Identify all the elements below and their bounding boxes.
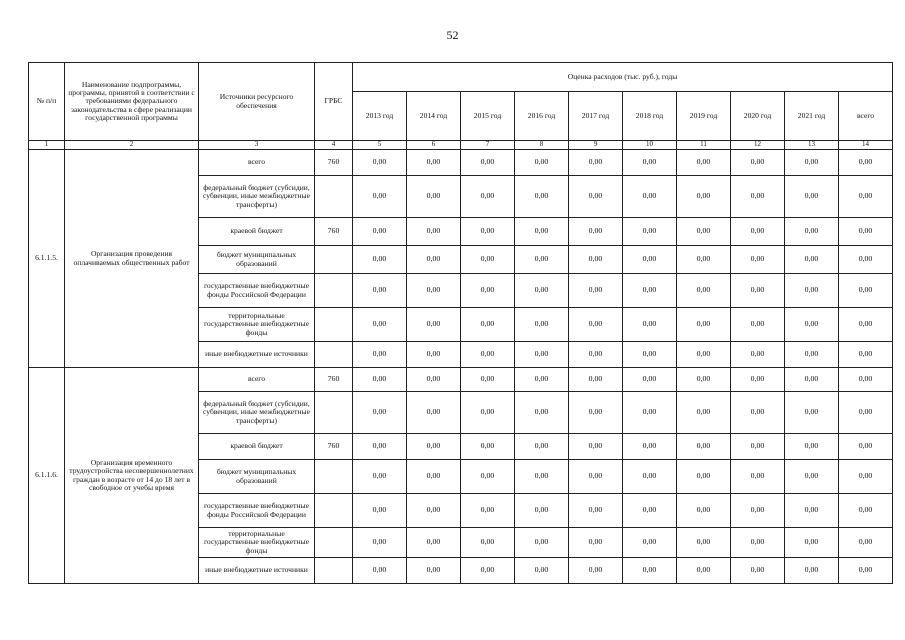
total-value: 0,00 bbox=[839, 392, 893, 434]
year-value: 0,00 bbox=[353, 176, 407, 218]
funding-source: территориальные государственные внебюджетные фонды bbox=[199, 528, 315, 558]
column-index: 5 bbox=[353, 141, 407, 150]
year-value: 0,00 bbox=[623, 176, 677, 218]
year-value: 0,00 bbox=[623, 150, 677, 176]
year-value: 0,00 bbox=[677, 528, 731, 558]
year-value: 0,00 bbox=[623, 460, 677, 494]
year-value: 0,00 bbox=[623, 274, 677, 308]
year-value: 0,00 bbox=[407, 218, 461, 246]
year-value: 0,00 bbox=[407, 274, 461, 308]
total-value: 0,00 bbox=[839, 434, 893, 460]
column-index: 9 bbox=[569, 141, 623, 150]
year-value: 0,00 bbox=[731, 434, 785, 460]
year-value: 0,00 bbox=[785, 460, 839, 494]
header-name: Наименование подпрограммы, программы, принятой в соответствии с требованиями федерального законодательства в сфере реализации государственной программы bbox=[65, 63, 199, 141]
year-value: 0,00 bbox=[569, 308, 623, 342]
year-value: 0,00 bbox=[461, 460, 515, 494]
year-value: 0,00 bbox=[515, 368, 569, 392]
year-value: 0,00 bbox=[623, 558, 677, 584]
funding-source: федеральный бюджет (субсидии, субвенции, иные межбюджетные трансферты) bbox=[199, 176, 315, 218]
year-value: 0,00 bbox=[515, 308, 569, 342]
year-value: 0,00 bbox=[353, 150, 407, 176]
year-value: 0,00 bbox=[731, 368, 785, 392]
year-value: 0,00 bbox=[785, 494, 839, 528]
total-value: 0,00 bbox=[839, 246, 893, 274]
total-value: 0,00 bbox=[839, 308, 893, 342]
year-value: 0,00 bbox=[785, 274, 839, 308]
total-value: 0,00 bbox=[839, 494, 893, 528]
funding-source: государственные внебюджетные фонды Российской Федерации bbox=[199, 494, 315, 528]
year-value: 0,00 bbox=[461, 176, 515, 218]
page-number: 52 bbox=[446, 28, 459, 42]
grbs-code bbox=[315, 392, 353, 434]
year-value: 0,00 bbox=[461, 150, 515, 176]
year-value: 0,00 bbox=[623, 308, 677, 342]
funding-source: всего bbox=[199, 150, 315, 176]
item-name: Организация проведения оплачиваемых общественных работ bbox=[65, 150, 199, 368]
year-value: 0,00 bbox=[677, 460, 731, 494]
funding-source: территориальные государственные внебюджетные фонды bbox=[199, 308, 315, 342]
year-value: 0,00 bbox=[461, 558, 515, 584]
year-value: 0,00 bbox=[461, 392, 515, 434]
year-value: 0,00 bbox=[407, 392, 461, 434]
year-value: 0,00 bbox=[515, 342, 569, 368]
year-value: 0,00 bbox=[677, 494, 731, 528]
year-value: 0,00 bbox=[785, 368, 839, 392]
table-row bbox=[29, 368, 893, 392]
year-value: 0,00 bbox=[461, 342, 515, 368]
header-total: всего bbox=[839, 92, 893, 141]
total-value: 0,00 bbox=[839, 368, 893, 392]
year-value: 0,00 bbox=[677, 368, 731, 392]
year-value: 0,00 bbox=[461, 494, 515, 528]
year-value: 0,00 bbox=[353, 246, 407, 274]
header-year: 2021 год bbox=[785, 92, 839, 141]
grbs-code bbox=[315, 308, 353, 342]
table-row bbox=[29, 150, 893, 176]
year-value: 0,00 bbox=[785, 308, 839, 342]
year-value: 0,00 bbox=[461, 434, 515, 460]
grbs-code bbox=[315, 528, 353, 558]
header-year: 2013 год bbox=[353, 92, 407, 141]
funding-source: федеральный бюджет (субсидии, субвенции, иные межбюджетные трансферты) bbox=[199, 392, 315, 434]
year-value: 0,00 bbox=[569, 460, 623, 494]
total-value: 0,00 bbox=[839, 218, 893, 246]
year-value: 0,00 bbox=[731, 494, 785, 528]
total-value: 0,00 bbox=[839, 528, 893, 558]
column-index: 12 bbox=[731, 141, 785, 150]
year-value: 0,00 bbox=[407, 434, 461, 460]
year-value: 0,00 bbox=[623, 434, 677, 460]
year-value: 0,00 bbox=[407, 558, 461, 584]
grbs-code bbox=[315, 246, 353, 274]
year-value: 0,00 bbox=[461, 368, 515, 392]
year-value: 0,00 bbox=[353, 218, 407, 246]
header-year: 2020 год bbox=[731, 92, 785, 141]
year-value: 0,00 bbox=[569, 246, 623, 274]
year-value: 0,00 bbox=[353, 274, 407, 308]
total-value: 0,00 bbox=[839, 150, 893, 176]
year-value: 0,00 bbox=[569, 434, 623, 460]
year-value: 0,00 bbox=[569, 218, 623, 246]
item-code: 6.1.1.6. bbox=[29, 368, 65, 584]
year-value: 0,00 bbox=[353, 368, 407, 392]
funding-source: иные внебюджетные источники bbox=[199, 342, 315, 368]
year-value: 0,00 bbox=[407, 460, 461, 494]
column-index: 7 bbox=[461, 141, 515, 150]
column-index: 11 bbox=[677, 141, 731, 150]
year-value: 0,00 bbox=[569, 494, 623, 528]
column-index: 8 bbox=[515, 141, 569, 150]
year-value: 0,00 bbox=[569, 150, 623, 176]
year-value: 0,00 bbox=[407, 368, 461, 392]
funding-source: бюджет муниципальных образований bbox=[199, 246, 315, 274]
total-value: 0,00 bbox=[839, 342, 893, 368]
year-value: 0,00 bbox=[407, 494, 461, 528]
grbs-code bbox=[315, 342, 353, 368]
year-value: 0,00 bbox=[353, 558, 407, 584]
year-value: 0,00 bbox=[407, 342, 461, 368]
year-value: 0,00 bbox=[515, 494, 569, 528]
column-index: 3 bbox=[199, 141, 315, 150]
header-num: № п/п bbox=[29, 63, 65, 141]
year-value: 0,00 bbox=[731, 528, 785, 558]
grbs-code: 760 bbox=[315, 218, 353, 246]
grbs-code bbox=[315, 460, 353, 494]
year-value: 0,00 bbox=[785, 342, 839, 368]
header-row-1 bbox=[29, 63, 893, 92]
year-value: 0,00 bbox=[731, 274, 785, 308]
grbs-code bbox=[315, 176, 353, 218]
total-value: 0,00 bbox=[839, 176, 893, 218]
year-value: 0,00 bbox=[677, 558, 731, 584]
year-value: 0,00 bbox=[731, 246, 785, 274]
header-source: Источники ресурсного обеспечения bbox=[199, 63, 315, 141]
header-estimate: Оценка расходов (тыс. руб.), годы bbox=[353, 63, 893, 92]
year-value: 0,00 bbox=[677, 342, 731, 368]
budget-table bbox=[28, 62, 893, 584]
funding-source: всего bbox=[199, 368, 315, 392]
year-value: 0,00 bbox=[461, 528, 515, 558]
year-value: 0,00 bbox=[731, 150, 785, 176]
header-year: 2015 год bbox=[461, 92, 515, 141]
year-value: 0,00 bbox=[569, 392, 623, 434]
funding-source: краевой бюджет bbox=[199, 434, 315, 460]
year-value: 0,00 bbox=[731, 308, 785, 342]
year-value: 0,00 bbox=[677, 176, 731, 218]
grbs-code: 760 bbox=[315, 434, 353, 460]
year-value: 0,00 bbox=[731, 176, 785, 218]
year-value: 0,00 bbox=[515, 274, 569, 308]
header-year: 2016 год bbox=[515, 92, 569, 141]
year-value: 0,00 bbox=[785, 558, 839, 584]
column-index: 1 bbox=[29, 141, 65, 150]
total-value: 0,00 bbox=[839, 274, 893, 308]
year-value: 0,00 bbox=[515, 246, 569, 274]
year-value: 0,00 bbox=[731, 218, 785, 246]
header-year: 2014 год bbox=[407, 92, 461, 141]
year-value: 0,00 bbox=[353, 528, 407, 558]
year-value: 0,00 bbox=[515, 528, 569, 558]
column-index: 6 bbox=[407, 141, 461, 150]
year-value: 0,00 bbox=[515, 434, 569, 460]
year-value: 0,00 bbox=[461, 274, 515, 308]
year-value: 0,00 bbox=[515, 392, 569, 434]
year-value: 0,00 bbox=[677, 434, 731, 460]
year-value: 0,00 bbox=[785, 246, 839, 274]
year-value: 0,00 bbox=[785, 434, 839, 460]
year-value: 0,00 bbox=[461, 218, 515, 246]
grbs-code bbox=[315, 274, 353, 308]
year-value: 0,00 bbox=[677, 218, 731, 246]
year-value: 0,00 bbox=[353, 494, 407, 528]
year-value: 0,00 bbox=[515, 176, 569, 218]
year-value: 0,00 bbox=[677, 308, 731, 342]
year-value: 0,00 bbox=[569, 176, 623, 218]
grbs-code: 760 bbox=[315, 368, 353, 392]
year-value: 0,00 bbox=[407, 308, 461, 342]
year-value: 0,00 bbox=[677, 392, 731, 434]
year-value: 0,00 bbox=[623, 392, 677, 434]
year-value: 0,00 bbox=[461, 308, 515, 342]
funding-source: бюджет муниципальных образований bbox=[199, 460, 315, 494]
year-value: 0,00 bbox=[731, 460, 785, 494]
year-value: 0,00 bbox=[785, 176, 839, 218]
year-value: 0,00 bbox=[677, 150, 731, 176]
year-value: 0,00 bbox=[407, 150, 461, 176]
column-index-row bbox=[29, 141, 893, 150]
year-value: 0,00 bbox=[407, 528, 461, 558]
column-index: 4 bbox=[315, 141, 353, 150]
year-value: 0,00 bbox=[623, 342, 677, 368]
year-value: 0,00 bbox=[785, 528, 839, 558]
year-value: 0,00 bbox=[677, 246, 731, 274]
year-value: 0,00 bbox=[731, 558, 785, 584]
item-name: Организация временного трудоустройства несовершеннолетних граждан в возрасте от 14 до 18 лет в свободное от учебы время bbox=[65, 368, 199, 584]
year-value: 0,00 bbox=[623, 494, 677, 528]
funding-source: иные внебюджетные источники bbox=[199, 558, 315, 584]
year-value: 0,00 bbox=[515, 460, 569, 494]
year-value: 0,00 bbox=[353, 460, 407, 494]
funding-source: государственные внебюджетные фонды Российской Федерации bbox=[199, 274, 315, 308]
total-value: 0,00 bbox=[839, 460, 893, 494]
year-value: 0,00 bbox=[461, 246, 515, 274]
year-value: 0,00 bbox=[407, 246, 461, 274]
year-value: 0,00 bbox=[623, 528, 677, 558]
year-value: 0,00 bbox=[623, 368, 677, 392]
year-value: 0,00 bbox=[353, 342, 407, 368]
year-value: 0,00 bbox=[569, 368, 623, 392]
year-value: 0,00 bbox=[353, 434, 407, 460]
column-index: 10 bbox=[623, 141, 677, 150]
year-value: 0,00 bbox=[569, 558, 623, 584]
year-value: 0,00 bbox=[569, 528, 623, 558]
year-value: 0,00 bbox=[353, 392, 407, 434]
year-value: 0,00 bbox=[353, 308, 407, 342]
year-value: 0,00 bbox=[407, 176, 461, 218]
year-value: 0,00 bbox=[515, 218, 569, 246]
grbs-code bbox=[315, 494, 353, 528]
year-value: 0,00 bbox=[677, 274, 731, 308]
column-index: 13 bbox=[785, 141, 839, 150]
year-value: 0,00 bbox=[785, 150, 839, 176]
table-body bbox=[29, 150, 893, 584]
year-value: 0,00 bbox=[785, 218, 839, 246]
header-year: 2018 год bbox=[623, 92, 677, 141]
funding-source: краевой бюджет bbox=[199, 218, 315, 246]
year-value: 0,00 bbox=[731, 342, 785, 368]
header-grbs: ГРБС bbox=[315, 63, 353, 141]
column-index: 14 bbox=[839, 141, 893, 150]
grbs-code bbox=[315, 558, 353, 584]
year-value: 0,00 bbox=[515, 150, 569, 176]
year-value: 0,00 bbox=[623, 246, 677, 274]
year-value: 0,00 bbox=[569, 274, 623, 308]
year-value: 0,00 bbox=[569, 342, 623, 368]
column-index: 2 bbox=[65, 141, 199, 150]
year-value: 0,00 bbox=[623, 218, 677, 246]
header-year: 2019 год bbox=[677, 92, 731, 141]
header-year: 2017 год bbox=[569, 92, 623, 141]
year-value: 0,00 bbox=[515, 558, 569, 584]
year-value: 0,00 bbox=[785, 392, 839, 434]
item-code: 6.1.1.5. bbox=[29, 150, 65, 368]
total-value: 0,00 bbox=[839, 558, 893, 584]
year-value: 0,00 bbox=[731, 392, 785, 434]
grbs-code: 760 bbox=[315, 150, 353, 176]
